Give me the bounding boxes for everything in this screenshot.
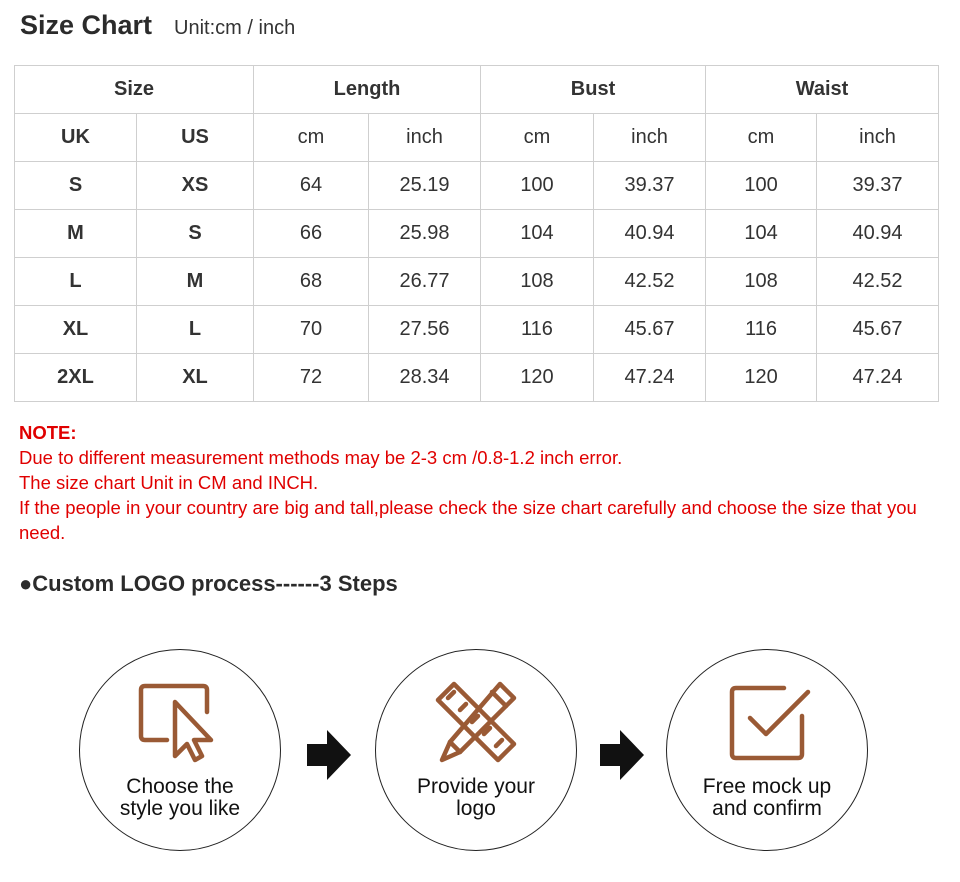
cell-length-cm: 72: [254, 354, 369, 402]
cell-waist-inch: 39.37: [817, 162, 939, 210]
cell-waist-cm: 100: [706, 162, 817, 210]
note-block: [19, 420, 939, 545]
cell-uk: XL: [15, 306, 137, 354]
cell-uk: 2XL: [15, 354, 137, 402]
cell-bust-cm: 116: [481, 306, 594, 354]
arrow-right-icon: [600, 730, 644, 780]
note-line-advice: If the people in your country are big and tall,please check the size chart carefully and choose the size that you need.: [19, 497, 917, 543]
unit-label: Unit:cm / inch: [174, 17, 296, 39]
cell-length-cm: 70: [254, 306, 369, 354]
cell-waist-inch: 40.94: [817, 210, 939, 258]
cell-bust-inch: 42.52: [594, 258, 706, 306]
cell-bust-inch: 45.67: [594, 306, 706, 354]
cell-us: XS: [137, 162, 254, 210]
cell-length-inch: 27.56: [369, 306, 481, 354]
cell-length-inch: 26.77: [369, 258, 481, 306]
cell-waist-cm: 108: [706, 258, 817, 306]
cell-waist-inch: 45.67: [817, 306, 939, 354]
cell-waist-inch: 42.52: [817, 258, 939, 306]
step-caption-line: Free mock up: [702, 775, 832, 798]
cell-waist-inch: 47.24: [817, 354, 939, 402]
subheader-waist-cm: cm: [706, 114, 817, 162]
cell-us: L: [137, 306, 254, 354]
note-label: NOTE:: [19, 422, 77, 443]
subheader-us: US: [137, 114, 254, 162]
cursor-select-icon: [135, 678, 225, 764]
process-title: ●Custom LOGO process------3 Steps: [19, 571, 398, 596]
table-group-header-row: [15, 66, 939, 114]
subheader-bust-cm: cm: [481, 114, 594, 162]
header-bust: Bust: [481, 66, 706, 114]
cell-waist-cm: 120: [706, 354, 817, 402]
cell-bust-cm: 108: [481, 258, 594, 306]
cell-length-inch: 25.98: [369, 210, 481, 258]
cell-bust-cm: 100: [481, 162, 594, 210]
size-table: [14, 65, 939, 402]
cell-waist-cm: 116: [706, 306, 817, 354]
table-subheader-row: [15, 114, 939, 162]
cell-bust-inch: 39.37: [594, 162, 706, 210]
cell-bust-cm: 120: [481, 354, 594, 402]
cell-us: XL: [137, 354, 254, 402]
cell-uk: L: [15, 258, 137, 306]
header-waist: Waist: [706, 66, 939, 114]
cell-us: M: [137, 258, 254, 306]
header-size: Size: [15, 66, 254, 114]
table-row: [15, 210, 939, 258]
step-choose-style: [79, 649, 281, 851]
cell-us: S: [137, 210, 254, 258]
step-caption-line: and confirm: [712, 797, 822, 820]
subheader-length-cm: cm: [254, 114, 369, 162]
cell-length-cm: 68: [254, 258, 369, 306]
arrow-right-icon: [307, 730, 351, 780]
pencil-ruler-icon: [430, 678, 522, 768]
cell-length-cm: 64: [254, 162, 369, 210]
size-chart-header: [20, 10, 295, 50]
subheader-uk: UK: [15, 114, 137, 162]
table-row: [15, 162, 939, 210]
table-row: [15, 354, 939, 402]
subheader-waist-inch: inch: [817, 114, 939, 162]
step-provide-logo: [375, 649, 577, 851]
cell-length-inch: 25.19: [369, 162, 481, 210]
cell-bust-cm: 104: [481, 210, 594, 258]
cell-uk: M: [15, 210, 137, 258]
cell-waist-cm: 104: [706, 210, 817, 258]
step-mock-up: [666, 649, 868, 851]
note-line-error: Due to different measurement methods may be 2-3 cm /0.8-1.2 inch error.: [19, 447, 623, 468]
cell-length-cm: 66: [254, 210, 369, 258]
step-caption-line: logo: [456, 797, 496, 820]
step-caption: [80, 776, 280, 820]
step-caption-line: style you like: [119, 797, 241, 820]
cell-uk: S: [15, 162, 137, 210]
step-caption-line: Provide your: [417, 775, 535, 798]
subheader-length-inch: inch: [369, 114, 481, 162]
step-caption: [376, 776, 576, 820]
checkbox-icon: [722, 678, 812, 764]
cell-bust-inch: 47.24: [594, 354, 706, 402]
table-row: [15, 258, 939, 306]
table-row: [15, 306, 939, 354]
header-length: Length: [254, 66, 481, 114]
subheader-bust-inch: inch: [594, 114, 706, 162]
cell-length-inch: 28.34: [369, 354, 481, 402]
cell-bust-inch: 40.94: [594, 210, 706, 258]
step-caption: [667, 776, 867, 820]
page-title: Size Chart: [20, 10, 153, 40]
step-caption-line: Choose the: [126, 775, 234, 798]
note-line-unit: The size chart Unit in CM and INCH.: [19, 472, 319, 493]
